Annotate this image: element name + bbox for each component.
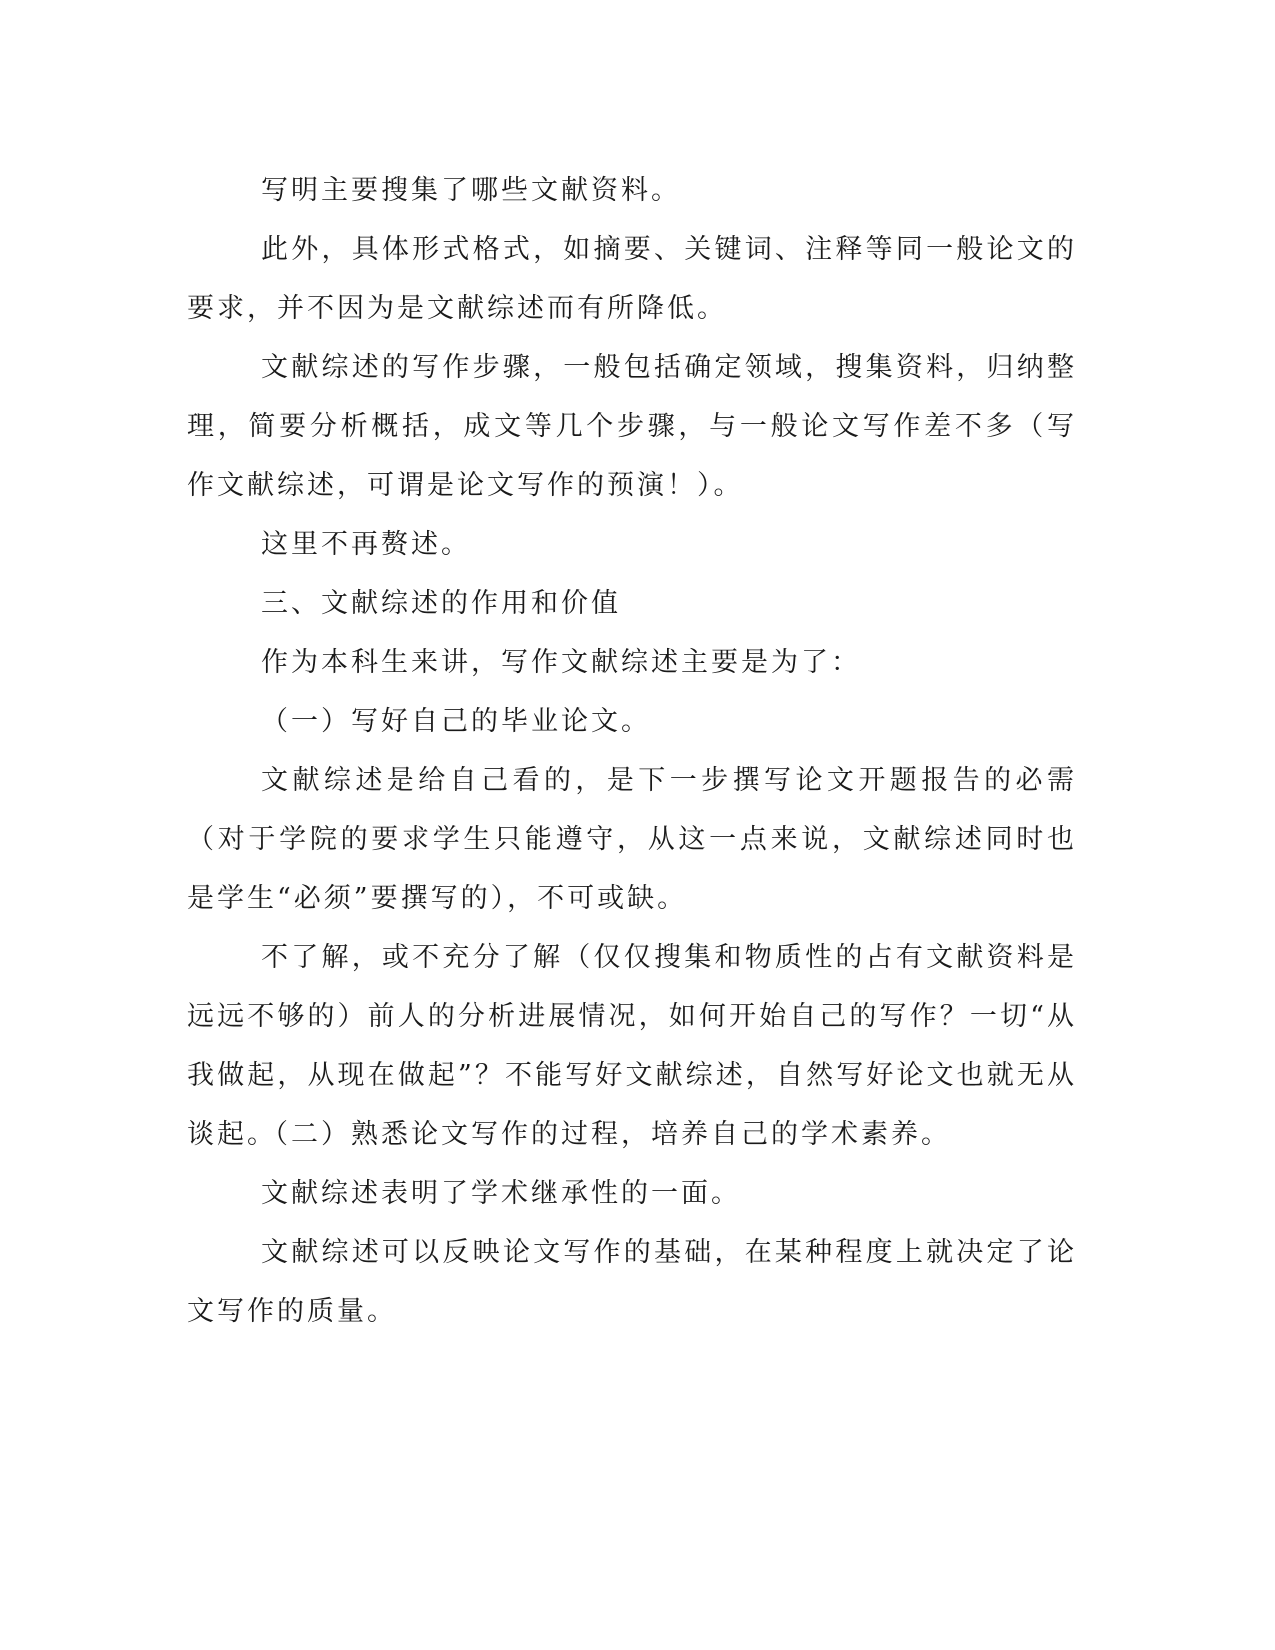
paragraph-understanding-predecessors: 不了解，或不充分了解（仅仅搜集和物质性的占有文献资料是远远不够的）前人的分析进展情况，如何开始自己的写作？一切“从我做起，从现在做起”？不能写好文献综述，自然写好论文也就无从谈起。 (187, 942, 1077, 1150)
paragraph-purpose-intro: 作为本科生来讲，写作文献综述主要是为了： (261, 647, 861, 678)
subheading-graduation-thesis: （一）写好自己的毕业论文。 (261, 706, 651, 737)
subheading-academic-literacy: （二）熟悉论文写作的过程，培养自己的学术素养。 (261, 1119, 951, 1150)
section-heading-role-and-value: 三、文献综述的作用和价值 (261, 588, 621, 619)
paragraph-format-requirements: 此外，具体形式格式，如摘要、关键词、注释等同一般论文的要求，并不因为是文献综述而有所降低。 (187, 234, 1077, 324)
paragraph-no-further-detail: 这里不再赘述。 (261, 529, 471, 560)
paragraph-writing-steps: 文献综述的写作步骤，一般包括确定领域，搜集资料，归纳整理，简要分析概括，成文等几个步骤，与一般论文写作差不多（写作文献综述，可谓是论文写作的预演！）。 (187, 352, 1077, 501)
paragraph-academic-inheritance: 文献综述表明了学术继承性的一面。 (261, 1178, 741, 1209)
paragraph-sources-collected: 写明主要搜集了哪些文献资料。 (261, 175, 681, 206)
paragraph-review-for-self: 文献综述是给自己看的，是下一步撰写论文开题报告的必需（对于学院的要求学生只能遵守，从这一点来说，文献综述同时也是学生“必须”要撰写的），不可或缺。 (187, 765, 1077, 914)
paragraph-writing-foundation: 文献综述可以反映论文写作的基础，在某种程度上就决定了论文写作的质量。 (187, 1237, 1077, 1327)
